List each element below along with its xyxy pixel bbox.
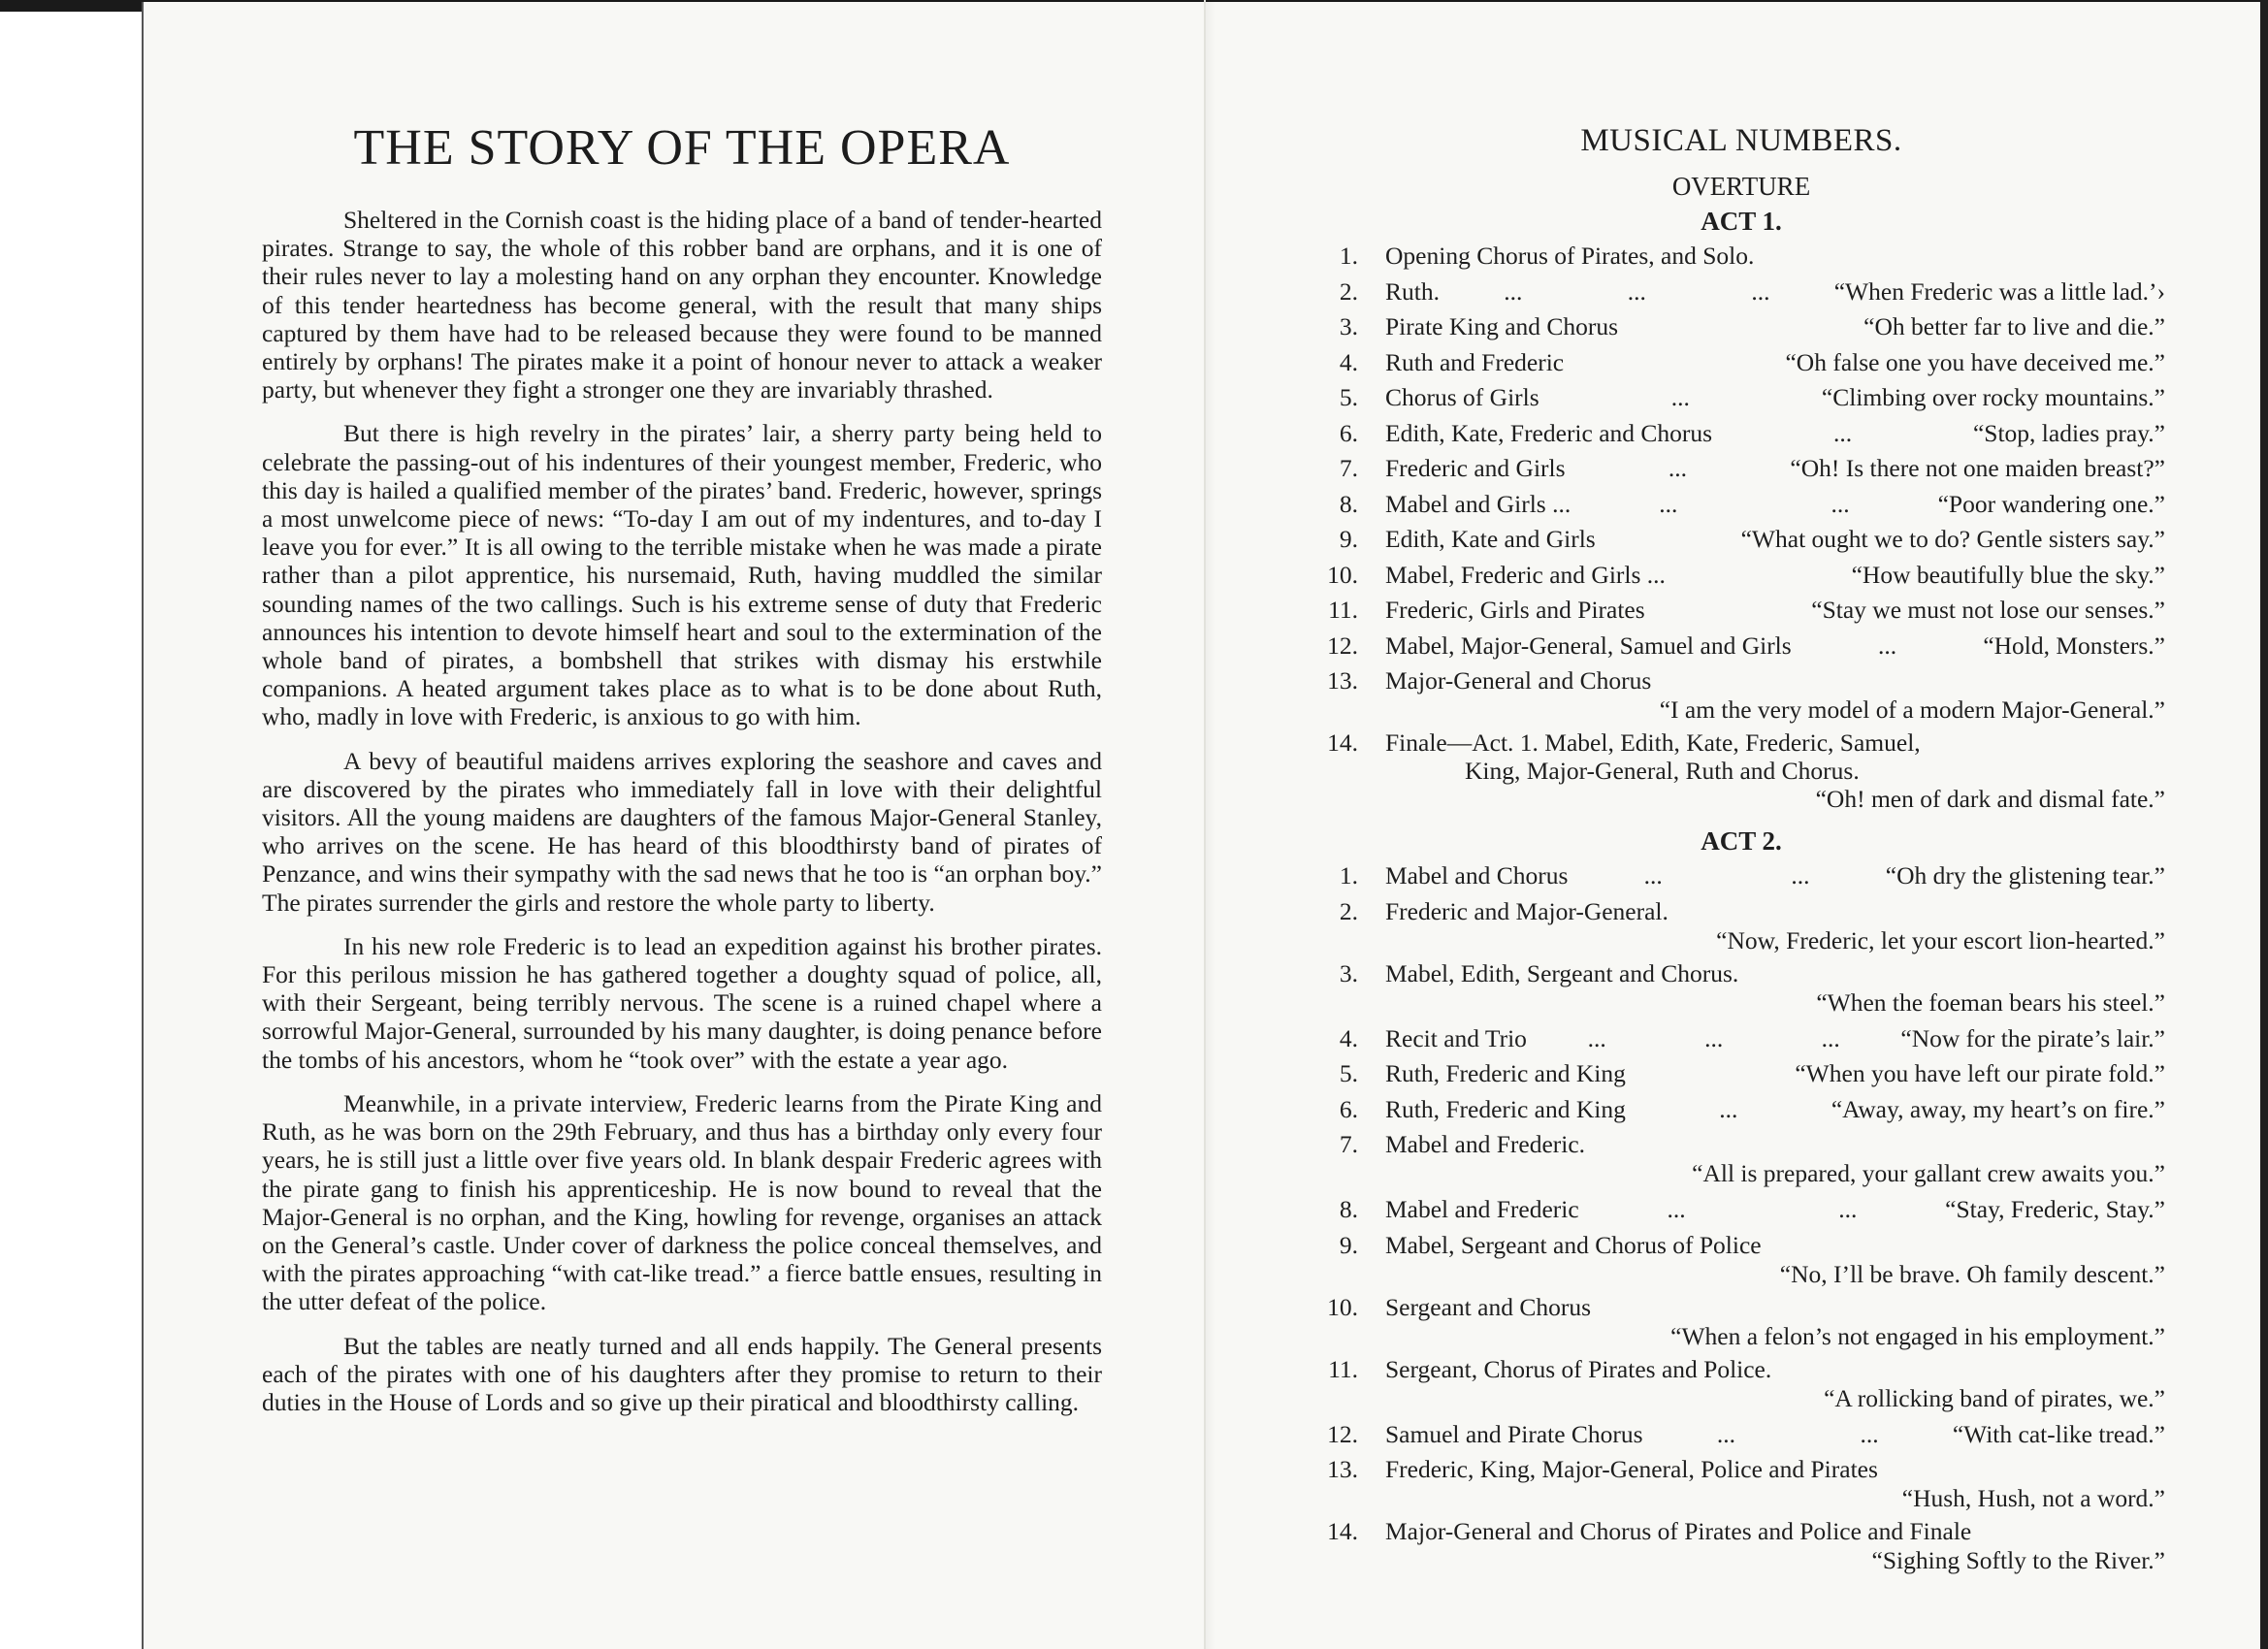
item-body bbox=[1385, 416, 2165, 452]
item-song: “When you have left our pirate fold.” bbox=[1795, 1059, 2165, 1087]
item-performers: Finale—Act. 1. Mabel, Edith, Kate, Frederic, Samuel, bbox=[1385, 728, 1921, 757]
item-performers: Ruth, Frederic and King bbox=[1385, 1059, 1626, 1087]
item-song: “Oh false one you have deceived me.” bbox=[1785, 347, 2165, 376]
item-performers: Mabel, Frederic and Girls ... bbox=[1385, 560, 1666, 589]
leader-dot: ... bbox=[1719, 1094, 1738, 1123]
item-number: 8. bbox=[1339, 489, 1358, 518]
item-song: “Hush, Hush, not a word.” bbox=[1901, 1484, 2165, 1512]
leader-dots bbox=[1579, 1192, 1946, 1228]
item-number: 6. bbox=[1339, 1094, 1358, 1123]
item-song: “Oh! men of dark and dismal fate.” bbox=[1815, 785, 2165, 813]
act1-heading: ACT 1. bbox=[1701, 207, 1782, 236]
item-row bbox=[1385, 451, 2165, 487]
item-body bbox=[1385, 487, 2165, 523]
item-performers: Mabel and Girls ... bbox=[1385, 489, 1571, 518]
item-body bbox=[1385, 451, 2165, 487]
story-paragraph: But there is high revelry in the pirates’ lair, a sherry party being held to celebrate the passing-out of his indentures of their youngest member, Frederic, who this day is hailed a qualified member of the pirates’ band. Frederic, however, springs a most unwelcome piece of news: “To-day I am out of my indentures, and to-day I leave you for ever.” It is all owing to the terrible mistake when he was made a pirate rather than a pilot apprentice, his nursemaid, Ruth, having muddled the similar sounding names of the two callings. Such is his extreme sense of duty that Frederic announces his intention to devote himself heart and soul to the extermination of the whole band of pirates, a bombshell that strikes with dismay his erstwhile companions. A heated argument takes place as to what is to be done about Ruth, who, madly in love with Frederic, is anxious to go with him. bbox=[262, 419, 1102, 731]
item-body bbox=[1385, 309, 2165, 345]
item-number: 14. bbox=[1327, 728, 1358, 757]
item-song: “Poor wandering one.” bbox=[1937, 489, 2165, 518]
item-body bbox=[1385, 1417, 2165, 1453]
item-performers: Frederic, Girls and Pirates bbox=[1385, 596, 1645, 624]
item-body bbox=[1385, 1231, 2165, 1289]
leader-dot: ... bbox=[1587, 1023, 1606, 1052]
item-song: “How beautifully blue the sky.” bbox=[1851, 560, 2165, 589]
leader-dot: ... bbox=[1791, 861, 1810, 889]
leader-dots bbox=[1539, 380, 1822, 416]
item-number: 4. bbox=[1339, 347, 1358, 376]
leader-dot: ... bbox=[1877, 630, 1897, 660]
musical-number-item bbox=[1317, 1417, 2165, 1453]
item-body bbox=[1385, 1355, 2165, 1413]
item-row bbox=[1385, 858, 2165, 894]
item-row bbox=[1385, 1417, 2165, 1453]
item-row bbox=[1385, 558, 2165, 594]
item-performers: Mabel, Edith, Sergeant and Chorus. bbox=[1385, 958, 1739, 987]
musical-number-item bbox=[1317, 1231, 2165, 1289]
leader-dot: ... bbox=[1668, 454, 1688, 482]
musical-number-item bbox=[1317, 487, 2165, 523]
item-body bbox=[1385, 1293, 2165, 1351]
item-song: “Sighing Softly to the River.” bbox=[1871, 1546, 2165, 1574]
leader-dots bbox=[1792, 629, 1984, 664]
item-row bbox=[1385, 593, 2165, 629]
act2-heading: ACT 2. bbox=[1701, 826, 1782, 856]
item-performers: Samuel and Pirate Chorus bbox=[1385, 1419, 1643, 1448]
leader-dot: ... bbox=[1659, 489, 1678, 518]
item-number: 5. bbox=[1339, 383, 1358, 411]
item-performers: Edith, Kate, Frederic and Chorus bbox=[1385, 418, 1713, 447]
item-row bbox=[1385, 1021, 2165, 1057]
item-body bbox=[1385, 728, 2165, 814]
item-number: 8. bbox=[1339, 1195, 1358, 1223]
item-performers: Mabel and Frederic. bbox=[1385, 1130, 1586, 1158]
leader-dot: ... bbox=[1838, 1195, 1858, 1223]
item-number: 5. bbox=[1339, 1059, 1358, 1087]
scanner-right-edge bbox=[2260, 0, 2268, 1649]
musical-number-item bbox=[1317, 451, 2165, 487]
item-number: 7. bbox=[1339, 454, 1358, 482]
item-song: “Now for the pirate’s lair.” bbox=[1900, 1023, 2165, 1052]
item-number: 7. bbox=[1339, 1130, 1358, 1158]
musical-number-item bbox=[1317, 1056, 2165, 1092]
item-performers: Major-General and Chorus bbox=[1385, 666, 1652, 695]
musical-number-item bbox=[1317, 1092, 2165, 1128]
musical-number-item bbox=[1317, 1130, 2165, 1188]
musical-number-item bbox=[1317, 558, 2165, 594]
musical-number-item bbox=[1317, 275, 2165, 310]
item-song: “What ought we to do? Gentle sisters say.” bbox=[1740, 525, 2165, 553]
item-song: “Now, Frederic, let your escort lion-hearted.” bbox=[1716, 925, 2165, 954]
musical-number-item bbox=[1317, 1293, 2165, 1351]
leader-dot: ... bbox=[1831, 489, 1850, 518]
item-song: “I am the very model of a modern Major-General.” bbox=[1659, 695, 2165, 724]
item-performers: Pirate King and Chorus bbox=[1385, 312, 1619, 340]
item-row bbox=[1385, 1192, 2165, 1228]
musical-number-item bbox=[1317, 728, 2165, 814]
item-performers: Mabel, Sergeant and Chorus of Police bbox=[1385, 1230, 1762, 1259]
item-body bbox=[1385, 593, 2165, 629]
item-performers: Ruth, Frederic and King bbox=[1385, 1094, 1626, 1123]
item-body bbox=[1385, 1092, 2165, 1128]
leader-dots bbox=[1626, 1092, 1831, 1128]
item-performers: Mabel and Frederic bbox=[1385, 1195, 1579, 1223]
item-performers: Ruth. bbox=[1385, 276, 1440, 306]
musical-number-item bbox=[1317, 593, 2165, 629]
item-song: “Climbing over rocky mountains.” bbox=[1821, 383, 2165, 411]
story-paragraph: But the tables are neatly turned and all ends happily. The General presents each of the pirates with one of his daughters after they promise to return to their duties in the House of Lords and so give up their piratical and bloodthirsty calling. bbox=[262, 1331, 1102, 1416]
musical-number-item bbox=[1317, 897, 2165, 955]
leader-dots bbox=[1568, 858, 1885, 894]
item-number: 12. bbox=[1327, 1419, 1358, 1448]
musical-number-item bbox=[1317, 629, 2165, 664]
story-title: THE STORY OF THE OPERA bbox=[353, 120, 1011, 176]
item-performers: Ruth and Frederic bbox=[1385, 347, 1565, 376]
item-performers: Frederic, King, Major-General, Police and Pirates bbox=[1385, 1455, 1878, 1483]
item-performers: Edith, Kate and Girls bbox=[1385, 525, 1596, 553]
item-body bbox=[1385, 275, 2165, 310]
story-paragraph: Meanwhile, in a private interview, Frederic learns from the Pirate King and Ruth, as he was born on the 29th February, and thus has a birthday only every four years, he is still just a little over five years old. In blank despair Frederic agrees with the pirate gang to finish his apprenticeship. He is now bound to reveal that the Major-General is no orphan, and the King, howling for revenge, organises an attack on the General’s castle. Under cover of darkness the police conceal themselves, and with the pirates approaching “with cat-like tread.” a fierce battle ensues, resulting in the utter defeat of the police. bbox=[262, 1088, 1102, 1316]
leader-dot: ... bbox=[1704, 1023, 1724, 1052]
item-body bbox=[1385, 1056, 2165, 1092]
item-row bbox=[1385, 522, 2165, 558]
musical-number-item bbox=[1317, 858, 2165, 894]
item-number: 4. bbox=[1339, 1023, 1358, 1052]
item-body bbox=[1385, 858, 2165, 894]
musical-number-item bbox=[1317, 1192, 2165, 1228]
item-body bbox=[1385, 380, 2165, 416]
item-performers: Sergeant and Chorus bbox=[1385, 1292, 1591, 1321]
leader-dot: ... bbox=[1716, 1419, 1735, 1448]
item-number: 10. bbox=[1327, 560, 1358, 589]
item-song: “When the foeman bears his steel.” bbox=[1816, 987, 2165, 1017]
item-song: “Stop, ladies pray.” bbox=[1972, 418, 2165, 447]
item-performers-continued: King, Major-General, Ruth and Chorus. bbox=[1465, 757, 1860, 785]
item-body bbox=[1385, 959, 2165, 1018]
item-song: “When a felon’s not engaged in his employment.” bbox=[1670, 1321, 2165, 1350]
item-performers: Chorus of Girls bbox=[1385, 383, 1539, 411]
leader-dot: ... bbox=[1667, 1195, 1686, 1223]
item-row bbox=[1385, 487, 2165, 523]
musical-number-item bbox=[1317, 1455, 2165, 1513]
leader-dot: ... bbox=[1643, 861, 1663, 889]
item-row bbox=[1385, 1056, 2165, 1092]
item-performers: Sergeant, Chorus of Pirates and Police. bbox=[1385, 1354, 1772, 1383]
item-performers: Mabel and Chorus bbox=[1385, 861, 1569, 889]
item-number: 10. bbox=[1327, 1292, 1358, 1321]
story-page bbox=[262, 114, 1102, 1432]
item-number: 13. bbox=[1327, 666, 1358, 695]
item-performers: Opening Chorus of Pirates, and Solo. bbox=[1385, 242, 1755, 270]
overture-heading: OVERTURE bbox=[1671, 172, 1811, 201]
musical-number-item bbox=[1317, 239, 2165, 275]
leader-dot: ... bbox=[1504, 276, 1523, 306]
item-number: 6. bbox=[1339, 418, 1358, 447]
item-number: 3. bbox=[1339, 312, 1358, 340]
leader-dot: ... bbox=[1860, 1419, 1879, 1448]
item-performers: Frederic and Girls bbox=[1385, 454, 1566, 482]
item-performers: Mabel, Major-General, Samuel and Girls bbox=[1385, 630, 1792, 660]
item-song: “Oh better far to live and die.” bbox=[1863, 312, 2165, 340]
act1-list bbox=[1317, 239, 2165, 814]
item-row bbox=[1385, 275, 2165, 310]
item-number: 13. bbox=[1327, 1455, 1358, 1483]
item-number: 9. bbox=[1339, 1230, 1358, 1259]
story-paragraph: A bevy of beautiful maidens arrives exploring the seashore and caves and are discovered by the pirates who immediately fall in love with their delightful visitors. All the young maidens are daughters of the famous Major-General Stanley, who arrives on the scene. He has heard of this bloodthirsty band of pirates of Penzance, and wins their sympathy with the sad news that he too is “an orphan boy.” The pirates surrender the girls and restore the whole party to liberty. bbox=[262, 746, 1102, 917]
act2-list bbox=[1317, 858, 2165, 1575]
musical-number-item bbox=[1317, 309, 2165, 345]
item-body bbox=[1385, 1130, 2165, 1188]
item-body bbox=[1385, 666, 2165, 725]
item-performers: Recit and Trio bbox=[1385, 1023, 1527, 1052]
item-song: “Away, away, my heart’s on fire.” bbox=[1831, 1094, 2165, 1123]
leader-dots bbox=[1440, 275, 1834, 310]
item-body bbox=[1385, 558, 2165, 594]
item-row bbox=[1385, 309, 2165, 345]
story-paragraph: Sheltered in the Cornish coast is the hiding place of a band of tender-hearted pirates. Strange to say, the whole of this robber band are orphans, and it is one of their rules never to lay a molesting hand on any orphan they encounter. Knowledge of this tender heartedness has become general, with the result that many ships captured by them have had to be released because they were found to be manned entirely by orphans! The pirates make it a point of honour never to attack a weaker party, but whenever they fight a stronger one they are invariably thrashed. bbox=[262, 206, 1102, 404]
item-body bbox=[1385, 239, 2165, 275]
leader-dot: ... bbox=[1821, 1023, 1840, 1052]
item-song: “With cat-like tread.” bbox=[1952, 1419, 2165, 1448]
scan-background bbox=[0, 12, 142, 1649]
musical-number-item bbox=[1317, 1355, 2165, 1413]
leader-dots bbox=[1566, 451, 1791, 487]
item-performers: Frederic and Major-General. bbox=[1385, 896, 1669, 925]
item-row bbox=[1385, 416, 2165, 452]
musical-number-item bbox=[1317, 666, 2165, 725]
musical-number-item bbox=[1317, 522, 2165, 558]
item-number: 2. bbox=[1339, 896, 1358, 925]
leader-dot: ... bbox=[1627, 276, 1646, 306]
musical-number-item bbox=[1317, 959, 2165, 1018]
leader-dot: ... bbox=[1751, 276, 1770, 306]
leader-dot: ... bbox=[1670, 383, 1690, 411]
item-number: 3. bbox=[1339, 958, 1358, 987]
item-number: 14. bbox=[1327, 1517, 1358, 1545]
item-body bbox=[1385, 1021, 2165, 1057]
item-number: 9. bbox=[1339, 525, 1358, 553]
item-body bbox=[1385, 1455, 2165, 1513]
musical-number-item bbox=[1317, 1517, 2165, 1575]
leader-dots bbox=[1712, 416, 1973, 452]
item-number: 12. bbox=[1327, 630, 1358, 660]
leader-dots bbox=[1643, 1417, 1953, 1453]
item-number: 11. bbox=[1328, 1354, 1358, 1383]
item-row bbox=[1385, 380, 2165, 416]
item-song: “All is prepared, your gallant crew awaits you.” bbox=[1692, 1159, 2165, 1187]
item-row bbox=[1385, 239, 2165, 275]
musical-number-item bbox=[1317, 380, 2165, 416]
leader-dot: ... bbox=[1832, 418, 1853, 447]
item-song: “Stay, Frederic, Stay.” bbox=[1945, 1195, 2165, 1223]
item-number: 11. bbox=[1328, 596, 1358, 624]
story-paragraph: In his new role Frederic is to lead an expedition against his brother pirates. For this perilous mission he has gathered together a doughty squad of police, all, with their Sergeant, being terribly nervous. The scene is a ruined chapel where a sorrowful Major-General, surrounded by his many daughter, is doing penance before the tombs of his ancestors, whom he “took over” with the estate a year ago. bbox=[262, 931, 1102, 1074]
fold-shadow bbox=[1206, 0, 1215, 1649]
item-number: 1. bbox=[1339, 861, 1358, 889]
musical-number-item bbox=[1317, 345, 2165, 381]
item-song: “A rollicking band of pirates, we.” bbox=[1824, 1383, 2165, 1412]
item-body bbox=[1385, 1192, 2165, 1228]
musical-numbers-page bbox=[1317, 118, 2165, 1579]
item-number: 1. bbox=[1339, 242, 1358, 270]
item-song: “Stay we must not lose our senses.” bbox=[1811, 596, 2165, 624]
item-performers: Major-General and Chorus of Pirates and Police and Finale bbox=[1385, 1517, 1972, 1545]
item-body bbox=[1385, 522, 2165, 558]
item-song: “Oh! Is there not one maiden breast?” bbox=[1790, 454, 2165, 482]
item-song: “When Frederic was a little lad.’› bbox=[1833, 276, 2165, 306]
musical-number-item bbox=[1317, 1021, 2165, 1057]
item-body bbox=[1385, 1517, 2165, 1575]
item-number: 2. bbox=[1339, 276, 1358, 306]
item-row bbox=[1385, 1092, 2165, 1128]
item-row bbox=[1385, 629, 2165, 664]
leader-dots bbox=[1571, 487, 1937, 523]
item-song: “Hold, Monsters.” bbox=[1983, 630, 2165, 660]
musical-number-item bbox=[1317, 416, 2165, 452]
item-body bbox=[1385, 897, 2165, 955]
item-song: “Oh dry the glistening tear.” bbox=[1885, 861, 2165, 889]
item-body bbox=[1385, 345, 2165, 381]
leader-dots bbox=[1527, 1021, 1900, 1057]
musical-numbers-title: MUSICAL NUMBERS. bbox=[1580, 123, 1902, 158]
item-row bbox=[1385, 345, 2165, 381]
item-song: “No, I’ll be brave. Oh family descent.” bbox=[1779, 1259, 2165, 1288]
item-body bbox=[1385, 629, 2165, 664]
